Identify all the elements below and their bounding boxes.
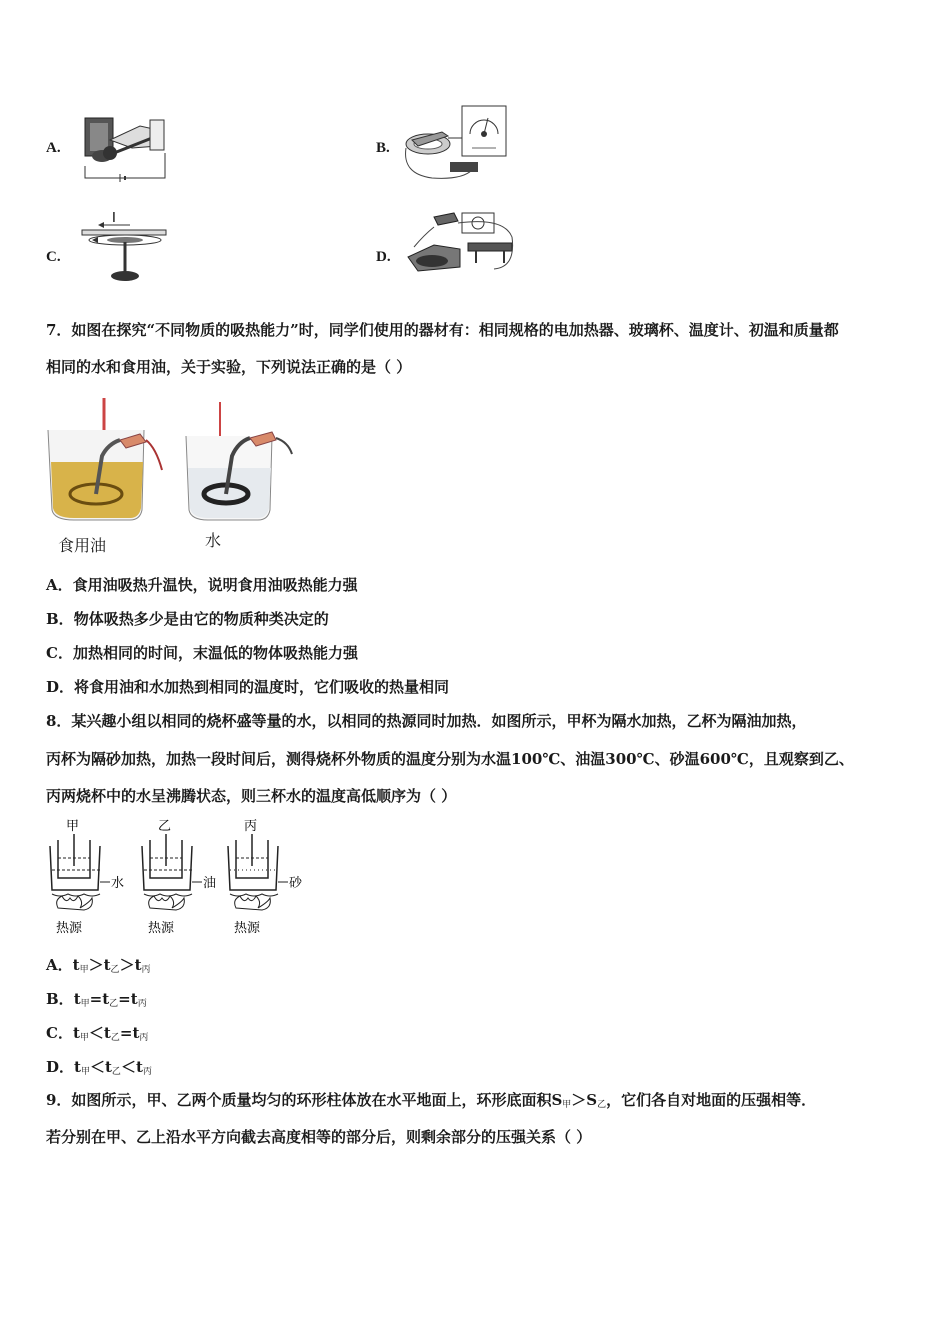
subscript: 甲 <box>80 999 90 1009</box>
t-symbol: t <box>103 1024 111 1042</box>
subscript: 乙 <box>110 1033 120 1043</box>
beaker-yi-source: 热源 <box>148 921 175 936</box>
q8-option-b <box>46 989 147 1014</box>
q7-option-b <box>46 609 329 629</box>
q7-option-a-letter: A． <box>46 576 73 594</box>
q9-stem-line-2: 若分别在甲、乙上沿水平方向截去高度相等的部分后，则剩余部分的压强关系（ ） <box>46 1128 592 1146</box>
generator-circuit-figure <box>404 207 516 283</box>
q9-stem-part: ，它们各自对地面的压强相等． <box>606 1091 817 1109</box>
q8-option-a <box>46 955 151 980</box>
beaker-jia-source: 热源 <box>56 921 83 936</box>
beaker-jia-medium: 水 <box>111 876 125 891</box>
t-symbol: t <box>135 1058 143 1076</box>
subscript: 乙 <box>109 999 119 1009</box>
subscript: 乙 <box>110 965 120 975</box>
t-symbol: t <box>72 1024 80 1042</box>
t-symbol: t <box>104 1058 112 1076</box>
operator: ＜ <box>120 1058 136 1076</box>
t-symbol: t <box>102 990 110 1008</box>
subscript: 丙 <box>137 999 147 1009</box>
subscript: 丙 <box>139 1033 149 1043</box>
water-beaker <box>186 402 292 520</box>
subscript: 乙 <box>597 1100 607 1110</box>
q7-stem-line-2: 相同的水和食用油，关于实验，下列说法正确的是（ ） <box>46 358 412 376</box>
three-beakers-figure <box>44 816 314 940</box>
electromagnet-apparatus-figure <box>80 108 170 183</box>
operator: = <box>118 990 131 1008</box>
coil-galvanometer-figure <box>402 104 512 184</box>
q7-option-c <box>46 643 358 663</box>
q6-option-a-letter: A. <box>46 140 61 156</box>
beaker-jia-title: 甲 <box>66 819 80 834</box>
beaker-bing <box>228 819 303 936</box>
t-symbol: t <box>74 1058 81 1076</box>
q7-option-d-text: 将食用油和水加热到相同的温度时，它们吸收的热量相同 <box>74 678 450 696</box>
caption-water: 水 <box>205 531 222 550</box>
q7-stem-line-1: 7．如图在探究“不同物质的吸热能力”时，同学们使用的器材有：相同规格的电加热器、玻璃杯、温度计、初温和质量都 <box>46 321 839 339</box>
q9-stem-part: 9．如图所示，甲、乙两个质量均匀的环形柱体放在水平地面上，环形底面积S <box>46 1091 563 1109</box>
q7-option-b-text: 物体吸热多少是由它的物质种类决定的 <box>73 610 329 628</box>
beaker-heating-figure <box>44 398 304 528</box>
q8-option-d <box>46 1057 152 1082</box>
beaker-bing-source: 热源 <box>234 921 261 936</box>
q8-option-c-letter: C． <box>46 1024 73 1042</box>
subscript: 丙 <box>141 965 151 975</box>
subscript: 甲 <box>79 965 89 975</box>
q8-stem-line-1: 8．某兴趣小组以相同的烧杯盛等量的水，以相同的热源同时加热．如图所示，甲杯为隔水加热，乙杯为隔油加热， <box>46 712 807 730</box>
q9-stem-line-1 <box>46 1090 816 1115</box>
operator: ＜ <box>89 1058 105 1076</box>
q7-option-d <box>46 677 449 697</box>
operator: ＞ <box>88 956 104 974</box>
beaker-yi-medium: 油 <box>203 876 217 891</box>
operator: ＜ <box>88 1024 104 1042</box>
beaker-bing-title: 丙 <box>244 819 258 834</box>
q8-option-c <box>46 1023 148 1048</box>
current-wire-compass-figure <box>80 210 170 286</box>
t-symbol: t <box>73 990 81 1008</box>
q8-option-b-letter: B． <box>46 990 74 1008</box>
subscript: 丙 <box>142 1067 152 1077</box>
beaker-bing-medium: 砂 <box>289 876 303 891</box>
subscript: 乙 <box>111 1067 121 1077</box>
t-symbol: t <box>132 1024 140 1042</box>
beaker-yi <box>142 819 216 936</box>
t-symbol: t <box>134 956 142 974</box>
q8-stem-line-3: 丙两烧杯中的水呈沸腾状态，则三杯水的温度高低顺序为（ ） <box>46 787 457 805</box>
figure-c-current-label: I <box>112 211 116 226</box>
q7-option-c-letter: C． <box>46 644 73 662</box>
t-symbol: t <box>72 956 80 974</box>
beaker-jia <box>50 819 124 936</box>
operator: = <box>89 990 103 1008</box>
q7-option-c-text: 加热相同的时间，末温低的物体吸热能力强 <box>72 644 358 662</box>
operator: = <box>119 1024 133 1042</box>
q6-option-b-letter: B. <box>376 140 390 156</box>
caption-oil: 食用油 <box>58 536 107 555</box>
t-symbol: t <box>130 990 138 1008</box>
subscript: 甲 <box>80 1067 90 1077</box>
q7-option-a <box>46 575 358 595</box>
q7-option-d-letter: D． <box>46 678 75 696</box>
subscript: 甲 <box>562 1100 572 1110</box>
q9-stem-part: ＞S <box>571 1091 598 1109</box>
q6-option-c-letter: C. <box>46 249 61 265</box>
t-symbol: t <box>103 956 111 974</box>
q6-option-d-letter: D. <box>376 249 391 265</box>
q7-option-b-letter: B． <box>46 610 74 628</box>
operator: ＞ <box>119 956 135 974</box>
q8-stem-line-2: 丙杯为隔砂加热，加热一段时间后，测得烧杯外物质的温度分别为水温100℃、油温300℃、砂温600℃，且观察到乙、 <box>46 750 854 768</box>
beaker-yi-title: 乙 <box>158 819 172 834</box>
q8-option-d-letter: D． <box>46 1058 75 1076</box>
q7-option-a-text: 食用油吸热升温快，说明食用油吸热能力强 <box>72 576 358 594</box>
subscript: 甲 <box>79 1033 89 1043</box>
q8-option-a-letter: A． <box>46 956 73 974</box>
oil-beaker <box>48 398 162 520</box>
